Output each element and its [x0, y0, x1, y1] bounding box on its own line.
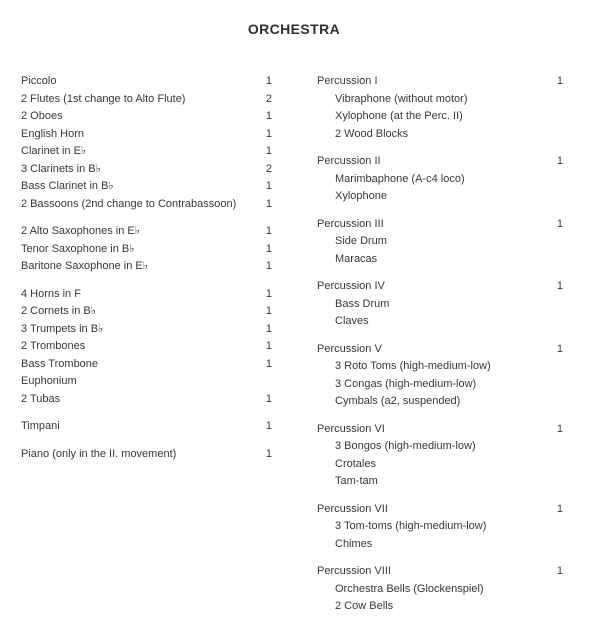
percussion-name: Percussion II: [317, 155, 381, 167]
percussion-count: 1: [556, 342, 563, 355]
percussion-item: 2 Wood Blocks: [335, 127, 409, 140]
instrument-name: Tenor Saxophone in B♭: [21, 242, 135, 255]
instrument-name: 3 Trumpets in B♭: [21, 322, 104, 335]
instrument-name: Piano (only in the II. movement): [21, 447, 177, 460]
percussion-item: Xylophone: [335, 190, 387, 202]
instrument-row: [21, 286, 272, 304]
instrument-name: 2 Cornets in B♭: [21, 305, 96, 317]
instrument-row: [21, 418, 272, 436]
instrument-count: 1: [265, 260, 272, 272]
percussion-section: [317, 563, 563, 616]
instrument-name: Timpani: [21, 420, 60, 432]
percussion-section: [317, 278, 563, 331]
percussion-section: [317, 501, 563, 554]
instrument-row: [21, 338, 272, 356]
instrument-count: 1: [265, 357, 272, 370]
instrument-name: Clarinet in E♭: [21, 145, 87, 157]
instrument-row: [21, 108, 272, 126]
instrument-group: [21, 73, 272, 213]
instrument-row: [21, 126, 272, 144]
instrument-count: 1: [265, 447, 272, 460]
instrument-row: [21, 303, 272, 321]
percussion-count: 1: [556, 75, 563, 87]
percussion-name: Percussion III: [317, 217, 384, 230]
instrument-row: [21, 91, 272, 109]
page-title: ORCHESTRA: [247, 21, 341, 37]
percussion-name: Percussion I: [317, 75, 378, 87]
percussion-item: Cymbals (a2, suspended): [335, 395, 461, 407]
instrument-group: [21, 446, 272, 464]
percussion-item: Maracas: [335, 252, 378, 265]
percussion-items: [317, 296, 563, 331]
percussion-header-row: [317, 341, 563, 359]
instrument-name: Euphonium: [21, 375, 77, 387]
percussion-item: 3 Bongos (high-medium-low): [335, 440, 476, 452]
percussion-name: Percussion V: [317, 342, 382, 355]
instrument-row: [21, 321, 272, 339]
percussion-items: [317, 358, 563, 411]
percussion-section: [317, 153, 563, 206]
instrument-count: 1: [265, 75, 272, 87]
percussion-section: [317, 421, 563, 491]
percussion-items: [317, 518, 563, 553]
instrument-count: 1: [265, 340, 272, 352]
instrument-count: 1: [265, 305, 272, 317]
instrument-count: 2: [265, 92, 272, 105]
instrument-row: [21, 391, 272, 409]
percussion-item: Xylophone (at the Perc. II): [335, 110, 463, 122]
instrument-row: [21, 446, 272, 464]
percussion-header-row: [317, 421, 563, 439]
percussion-count: 1: [556, 280, 563, 292]
instrument-name: Bass Clarinet in B♭: [21, 180, 114, 192]
percussion-header-row: [317, 73, 563, 91]
instrument-row: [21, 258, 272, 276]
instrument-row: [21, 241, 272, 259]
percussion-item: Bass Drum: [335, 297, 390, 310]
instrument-row: [21, 143, 272, 161]
instrument-name: 2 Alto Saxophones in E♭: [21, 225, 140, 237]
percussion-item: 2 Cow Bells: [335, 600, 394, 612]
instrument-group: [21, 286, 272, 409]
percussion-item: Marimbaphone (A-c4 loco): [335, 172, 465, 185]
percussion-items: [317, 438, 563, 491]
instrument-row: [21, 196, 272, 214]
percussion-header-row: [317, 216, 563, 234]
percussion-section: [317, 341, 563, 411]
percussion-count: 1: [556, 155, 563, 167]
instrument-count: 1: [265, 180, 272, 192]
percussion-items: [317, 233, 563, 268]
percussion-items: [317, 91, 563, 144]
instrument-count: 1: [265, 110, 272, 122]
percussion-name: Percussion IV: [317, 280, 385, 292]
percussion-header-row: [317, 501, 563, 519]
percussion-header-row: [317, 153, 563, 171]
instrument-name: 2 Flutes (1st change to Alto Flute): [21, 92, 186, 105]
instrument-count: 1: [265, 287, 272, 300]
instrument-row: [21, 161, 272, 179]
instrument-name: 2 Trombones: [21, 340, 86, 352]
instrument-count: 1: [265, 420, 272, 432]
percussion-count: 1: [556, 502, 563, 515]
percussion-item: Side Drum: [335, 235, 387, 247]
instrument-name: Baritone Saxophone in E♭: [21, 260, 148, 272]
percussion-item: 3 Congas (high-medium-low): [335, 377, 477, 390]
instrument-list: [21, 73, 272, 473]
percussion-item: Crotales: [335, 457, 376, 470]
percussion-item: Orchestra Bells (Glockenspiel): [335, 582, 484, 595]
instrument-name: 2 Bassoons (2nd change to Contrabassoon): [21, 197, 237, 210]
percussion-name: Percussion VII: [317, 502, 388, 515]
instrument-name: Piccolo: [21, 75, 57, 87]
percussion-count: 1: [556, 422, 563, 435]
instrument-row: [21, 373, 272, 391]
instrument-count: 1: [265, 225, 272, 237]
instrument-row: [21, 356, 272, 374]
instrument-count: 1: [265, 322, 272, 335]
instrument-count: 1: [265, 242, 272, 255]
instrument-count: 1: [265, 197, 272, 210]
percussion-list: [317, 73, 563, 617]
percussion-header-row: [317, 278, 563, 296]
percussion-items: [317, 581, 563, 616]
percussion-items: [317, 171, 563, 206]
instrument-name: English Horn: [21, 127, 84, 140]
instrument-count: 2: [265, 162, 272, 175]
percussion-name: Percussion VI: [317, 422, 385, 435]
percussion-section: [317, 73, 563, 143]
percussion-count: 1: [556, 565, 563, 577]
instrument-count: 1: [265, 145, 272, 157]
percussion-count: 1: [556, 217, 563, 230]
instrument-name: Bass Trombone: [21, 357, 99, 370]
instrument-group: [21, 223, 272, 276]
percussion-item: 3 Roto Toms (high-medium-low): [335, 360, 491, 372]
percussion-section: [317, 216, 563, 269]
instrument-row: [21, 178, 272, 196]
percussion-name: Percussion VIII: [317, 565, 391, 577]
instrument-name: 2 Tubas: [21, 392, 61, 405]
instrument-group: [21, 418, 272, 436]
percussion-item: Vibraphone (without motor): [335, 92, 468, 105]
percussion-header-row: [317, 563, 563, 581]
instrument-name: 4 Horns in F: [21, 287, 81, 300]
percussion-item: 3 Tom-toms (high-medium-low): [335, 520, 487, 532]
percussion-item: Chimes: [335, 537, 373, 550]
instrument-row: [21, 223, 272, 241]
percussion-item: Tam-tam: [335, 475, 378, 487]
percussion-item: Claves: [335, 315, 369, 327]
instrument-count: 1: [265, 392, 272, 405]
instrument-row: [21, 73, 272, 91]
instrument-count: 1: [265, 127, 272, 140]
instrument-name: 2 Oboes: [21, 110, 63, 122]
instrument-name: 3 Clarinets in B♭: [21, 162, 101, 175]
